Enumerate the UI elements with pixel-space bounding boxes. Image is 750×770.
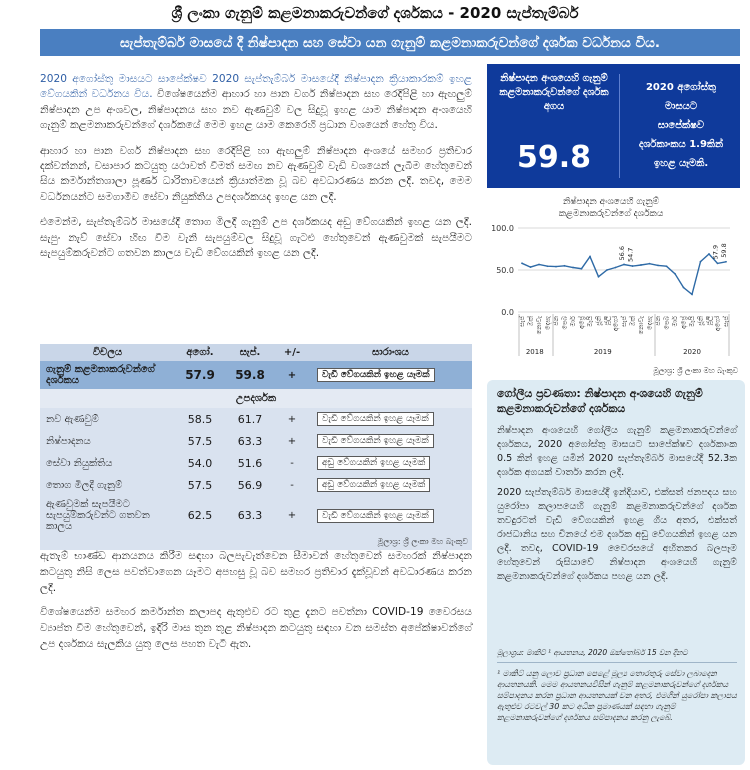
data-label: 57.9 bbox=[711, 244, 720, 260]
chart-source: මූලාශ්‍ර: ශ්‍රී ලංකා මහ බැංකුව bbox=[653, 366, 738, 375]
x-tick-label: මැයි bbox=[688, 316, 696, 328]
data-point bbox=[640, 264, 642, 266]
main-text-column bbox=[40, 72, 472, 271]
x-tick-label: මාර් bbox=[569, 316, 577, 327]
x-tick-label: පෙබ bbox=[560, 316, 569, 330]
row-aug: 62.5 bbox=[187, 509, 213, 522]
paragraph-5: විශේෂයෙන්ම සමහර කර්මාන්ත කලාපද ඇතුළුව රට තුළ දැනට පවත්නා COVID-19 වෛරසය ව්‍යාප්ත වීම හේතුවෙන්, ඉදිරි මාස තුන තුළ නිෂ්පාදන කටයුතු සඳහා වන සමස්ත අපේක්ෂාවන්ගේ උප දර්ශකය සැලකිය යුතු ලෙස පහත වැටී ඇත. bbox=[40, 606, 472, 650]
x-tick-label: අප්‍රේ bbox=[679, 316, 688, 329]
row-sep: 56.9 bbox=[237, 478, 263, 492]
table-row bbox=[40, 430, 472, 452]
row-name: සේවා නියුක්තිය bbox=[46, 457, 113, 469]
callout-footnote: ¹ මාකිට් යනු ලොව ප්‍රධාන පෙළේ මූල්‍ය තොරතුරු සේවා ලබාදෙන ආයතනයකි. මෙම ආයතනයවිසින් ගැනුම් කළමනාකරුවන්ගේ දර්ශකය සම්පාදනය කරන ප්‍රධාන ආයතනයක් වන අතර, එමගින් යුරෝපා කලාපය ඇතුළුව රටවල් 30 කට අධික ප්‍රමාණයක් සඳහා ගැනුම් කළමනාකරුවන්ගේ දර්ශකය සම්පාදනය කරනු ලැබේ. bbox=[497, 669, 737, 722]
x-tick-label: මැයි bbox=[586, 316, 594, 328]
x-tick-label: නොවැ bbox=[637, 316, 645, 335]
callout-title: ගෝලීය ප්‍රවණතා: නිෂ්පාදන අංශයෙහි ගැනුම් කළමනාකරුවන්ගේ දර්ශකය bbox=[497, 387, 703, 415]
x-tick-label: ඔක් bbox=[628, 316, 637, 327]
data-point bbox=[674, 273, 676, 275]
data-point bbox=[708, 253, 710, 255]
row-sign: - bbox=[290, 479, 294, 491]
data-label: 59.8 bbox=[720, 243, 728, 258]
subindex-header bbox=[40, 389, 472, 408]
col-summary: සාරාංශය bbox=[372, 347, 409, 358]
data-label: 54.7 bbox=[626, 247, 635, 263]
row-name: නිෂ්පාදනය bbox=[46, 435, 91, 447]
subindex-label: උපදර්ශක bbox=[40, 389, 472, 408]
chart-title-line: කළමනාකරුවන්ගේ දර්ශකය bbox=[558, 209, 664, 219]
callout-paragraph-2: 2020 සැප්තැම්බර් මාසයේදී ඉන්දියාව, එක්සත් ජනපදය සහ යුරෝපා කලාපයෙහි ගැනුම් කළමනාකරුවන්ගේ දර්ශක තවදුරටත් වැඩි වේගයකින් ඉහළ ගිය අතර, එක්සත් රාජධානිය සහ චීනයේ එම දර්ශක අඩු වේගයකින් ඉහළ යන ලදී. තවද, COVID-19 වෛරසයේ අහිතකර බලපෑම හේතුවෙන් රුසියාවේ නිෂ්පාදන අංශයෙහි ගැනුම් කළමනාකරුවන්ගේ දර්ශකය පහළ යන ලදී. bbox=[497, 487, 737, 582]
col-aug: අගෝ. bbox=[186, 347, 214, 358]
y-tick-label: 100.0 bbox=[491, 224, 514, 233]
callout-divider bbox=[497, 662, 737, 663]
paragraph-3: එමෙන්ම, සැප්තැම්බර් මාසයේදී තොග මිලදී ගැනුම් උප දර්ශකයද අඩු වේගයකින් ඉහළ යන ලදී. සැපුං නැව් සේවා හිඟ වීම වැනි සැපයුම්වල සිදුවූ ගැටළු හේතුවෙන් ඇණවුමක් සැපයීමට සැපයුම්කරුවන්ට ගතවන කාලය වැඩි වේගයකින් ඉහළ යන ලදී. bbox=[40, 216, 472, 260]
table-row bbox=[40, 474, 472, 496]
y-tick-label: 0.0 bbox=[501, 308, 514, 317]
data-point bbox=[632, 265, 634, 267]
row-interpretation: අඩු වේගයකින් ඉහළ යෑමක් bbox=[317, 478, 430, 492]
col-sep: සැප්. bbox=[239, 347, 261, 358]
data-point bbox=[649, 263, 651, 265]
data-point bbox=[657, 264, 659, 266]
pmi-summary-table bbox=[40, 344, 472, 550]
year-label: 2020 bbox=[683, 348, 701, 356]
data-point bbox=[589, 256, 591, 258]
kpi-divider bbox=[619, 74, 620, 178]
table-row bbox=[40, 496, 472, 535]
row-interpretation: වැඩි වේගයකින් ඉහළ යෑමක් bbox=[317, 434, 434, 448]
report-title: ශ්‍රී ලංකා ගැනුම් කළමනාකරුවන්ගේ දර්ශකය - 2020 සැප්තැම්බර් bbox=[171, 4, 579, 22]
data-point bbox=[564, 265, 566, 267]
paragraph-1-lead: 2020 අගෝස්තු මාසයට සාපේක්ෂව 2020 සැප්තැම්බර් මාසයේදී නිෂ්පාදන ක්‍රියාකාරකම් ඉහළ වේගයකින් වර්ධනය විය. bbox=[40, 73, 472, 101]
data-point bbox=[615, 267, 617, 269]
data-label: 56.6 bbox=[618, 245, 626, 261]
paragraph-4: ඇතැම් භාණ්ඩ ආනයනය කිරීම සඳහා බලපැවැත්වෙන සීමාවන් හේතුවෙන් සමහරක් නිෂ්පාදන කටයුතු නිසි ලෙස පවත්වාගෙන යෑමට අපහසු වූ බව සමහර ප්‍රතිචාර දැක්වූවන් අවධාරණය කරන ලදී. bbox=[40, 550, 472, 594]
lower-text bbox=[40, 548, 472, 660]
row-aug: 57.5 bbox=[187, 478, 213, 492]
col-change: +/- bbox=[283, 347, 301, 358]
row-sign: + bbox=[287, 435, 297, 447]
headline-banner: සැප්තැම්බර් මාසයේ දී නිෂ්පාදන සහ සේවා යන ගැනුම් කළමනාකරුවන්ගේ දර්ශක වර්ධනය විය. bbox=[40, 29, 740, 56]
data-point bbox=[683, 287, 685, 289]
kpi-value: 59.8 bbox=[516, 140, 592, 175]
x-tick-label: පෙබ bbox=[662, 316, 671, 330]
row-name: තොග මිලදී ගැනුම් bbox=[46, 479, 123, 491]
x-tick-label: ජූනි bbox=[594, 316, 603, 326]
x-tick-label: සැප් bbox=[620, 316, 628, 327]
chart-title-line: නිෂ්පාදන අංශයෙහි ගැනුම් bbox=[562, 197, 660, 207]
data-point bbox=[725, 261, 727, 263]
col-variable: විචලය bbox=[92, 347, 123, 358]
row-aug: 58.5 bbox=[187, 412, 213, 426]
year-label: 2019 bbox=[593, 348, 612, 356]
row-sign: + bbox=[287, 413, 297, 425]
x-tick-label: අගෝ bbox=[713, 316, 722, 332]
x-tick-label: මාර් bbox=[671, 316, 679, 327]
data-point bbox=[555, 266, 557, 268]
callout-paragraph-1: නිෂ්පාදන අංශයෙහි ගෝලීය ගැනුම් කළමනාකරුවන්ගේ දර්ශකය, 2020 අගෝස්තු මාසයට සාපේක්ෂව දර්ශකාංක 0.5 කින් ඉහළ යමින් 2020 සැප්තැම්බර් මාසයේදී 52.3ක දර්ශක අගයක් වාර්තා කරන ලදී. bbox=[497, 425, 737, 478]
table-row bbox=[40, 408, 472, 430]
pmi-line-chart bbox=[480, 190, 742, 380]
x-tick-label: ජූනි bbox=[696, 316, 705, 326]
row-sep: 63.3 bbox=[237, 509, 263, 522]
data-point bbox=[717, 262, 719, 264]
paragraph-1 bbox=[40, 72, 472, 134]
row-name: ඇණවුමක් සැපයීමට සැපයුම්කරුවන්ට ගතවන කාලය bbox=[46, 499, 150, 532]
data-point bbox=[581, 268, 583, 270]
row-aug: 57.9 bbox=[175, 361, 225, 389]
x-tick-label: සැප් bbox=[722, 316, 730, 327]
x-tick-label: ජූලි bbox=[705, 316, 713, 326]
data-point bbox=[691, 293, 693, 295]
y-tick-label: 50.0 bbox=[496, 266, 514, 275]
data-point bbox=[623, 264, 625, 266]
table-row bbox=[40, 452, 472, 474]
paragraph-2: ආහාර හා පාන වර්ග නිෂ්පාදන සහ රෙදිපිළි හා ඇඟලුම් නිෂ්පාදන අංශයේ සමහර ප්‍රතිචාර දක්වන්නන්, වසාපාර කටයුතු යථාවත් වීමත් සමඟ නව ඇණවුම් වැඩි වශයෙන් ලැබීම හේතුවෙන් සිය කර්මාන්තශාලා පූර්ණ ධාරිතාවයෙන් ක්‍රියාත්මක වූ බව අවධාරණය කරන ලදී. තවද, මෙම වර්ධනයන්ට සමගාමීව සේවා නියුක්තිය උපදර්ශකයද ඉහළ යන ලදී. bbox=[40, 144, 472, 203]
row-name: නව ඇණවුම් bbox=[46, 413, 99, 425]
row-aug: 57.5 bbox=[187, 434, 213, 448]
row-sign: + bbox=[287, 510, 297, 521]
x-tick-label: ජූලි bbox=[603, 316, 611, 326]
kpi-label: නිෂ්පාදන අංශයෙහි ගැනුම් කළමනාකරුවන්ගේ දර්ශක අගය bbox=[499, 73, 609, 112]
row-sign: - bbox=[290, 457, 294, 469]
kpi-note-line: මාසයට bbox=[664, 101, 698, 112]
data-point bbox=[700, 261, 702, 263]
row-interpretation: වැඩි වේගයකින් ඉහළ යෑමක් bbox=[317, 412, 434, 426]
x-tick-label: අප්‍රේ bbox=[577, 316, 586, 329]
kpi-note-line: දර්ශකාංකය 1.9කින් bbox=[638, 139, 724, 150]
data-point bbox=[598, 276, 600, 278]
row-sep: 61.7 bbox=[237, 412, 263, 426]
paragraph-1-rest: විශේෂයෙන්ම ආහාර හා පාන වර්ග නිෂ්පාදන සහ රෙදිපිළි හා ඇඟලුම් නිෂ්පාදන උප අංශවල, නිෂ්පාදනය සහ නව ඇණවුම් වල සිදුවූ ඉහළ යාම නිෂ්පාදන අංශයෙහි ගැනුම් කළමනාකරුවන්ගේ දර්ශකයේ මෙම ඉහළ යාම කෙරෙහි ප්‍රධාන වශයෙන් හේතු විය. bbox=[40, 88, 472, 132]
row-interpretation: වැඩි වේගයකින් ඉහළ යෑමක් bbox=[317, 368, 435, 382]
callout-source: මූලාශ්‍රය: මාකිට් ¹ ආයතනය, 2020 ඔක්තෝබර් 15 වන දිනට bbox=[497, 648, 688, 657]
row-name: ගැනුම් කළමනාකරුවන්ගේ දර්ශකය bbox=[40, 361, 175, 389]
kpi-note-line: සාපේක්ෂව bbox=[657, 120, 705, 131]
callout-body bbox=[497, 424, 737, 590]
kpi-change-note bbox=[627, 78, 735, 173]
row-interpretation: අඩු වේගයකින් ඉහළ යෑමක් bbox=[317, 456, 430, 470]
row-sep: 59.8 bbox=[225, 361, 275, 389]
table-source: මූලාශ්‍ර: ශ්‍රී ලංකා මහ බැංකුව bbox=[377, 537, 468, 546]
x-tick-label: දෙසැ bbox=[543, 316, 552, 330]
x-tick-label: නොවැ bbox=[535, 316, 543, 335]
kpi-note-line: ඉහළ යෑමකි. bbox=[653, 158, 709, 169]
table-row-main-index bbox=[40, 361, 472, 389]
kpi-box bbox=[487, 64, 740, 188]
chart-title bbox=[480, 196, 742, 220]
row-sep: 51.6 bbox=[237, 456, 263, 470]
x-tick-label: අගෝ bbox=[611, 316, 620, 332]
table-header-row bbox=[40, 344, 472, 361]
data-point bbox=[530, 266, 532, 268]
data-point bbox=[666, 265, 668, 267]
kpi-note-line: 2020 අගෝස්තු bbox=[645, 82, 717, 93]
data-point bbox=[521, 262, 523, 264]
x-tick-label: දෙසැ bbox=[645, 316, 654, 330]
year-label: 2018 bbox=[525, 348, 544, 356]
chart-svg bbox=[480, 222, 742, 364]
row-aug: 54.0 bbox=[187, 456, 213, 470]
data-point bbox=[606, 269, 608, 271]
x-tick-label: ජන bbox=[552, 316, 560, 326]
data-point bbox=[538, 264, 540, 266]
data-point bbox=[572, 267, 574, 269]
row-interpretation: වැඩි වේගයකින් ඉහළ යෑමක් bbox=[317, 509, 434, 523]
data-point bbox=[547, 265, 549, 267]
row-sign: + bbox=[275, 361, 309, 389]
row-sep: 63.3 bbox=[237, 434, 263, 448]
x-tick-label: ඔක් bbox=[526, 316, 535, 327]
x-tick-label: ජන bbox=[654, 316, 662, 326]
global-trends-box bbox=[487, 380, 745, 765]
x-tick-label: සැප් bbox=[518, 316, 526, 327]
